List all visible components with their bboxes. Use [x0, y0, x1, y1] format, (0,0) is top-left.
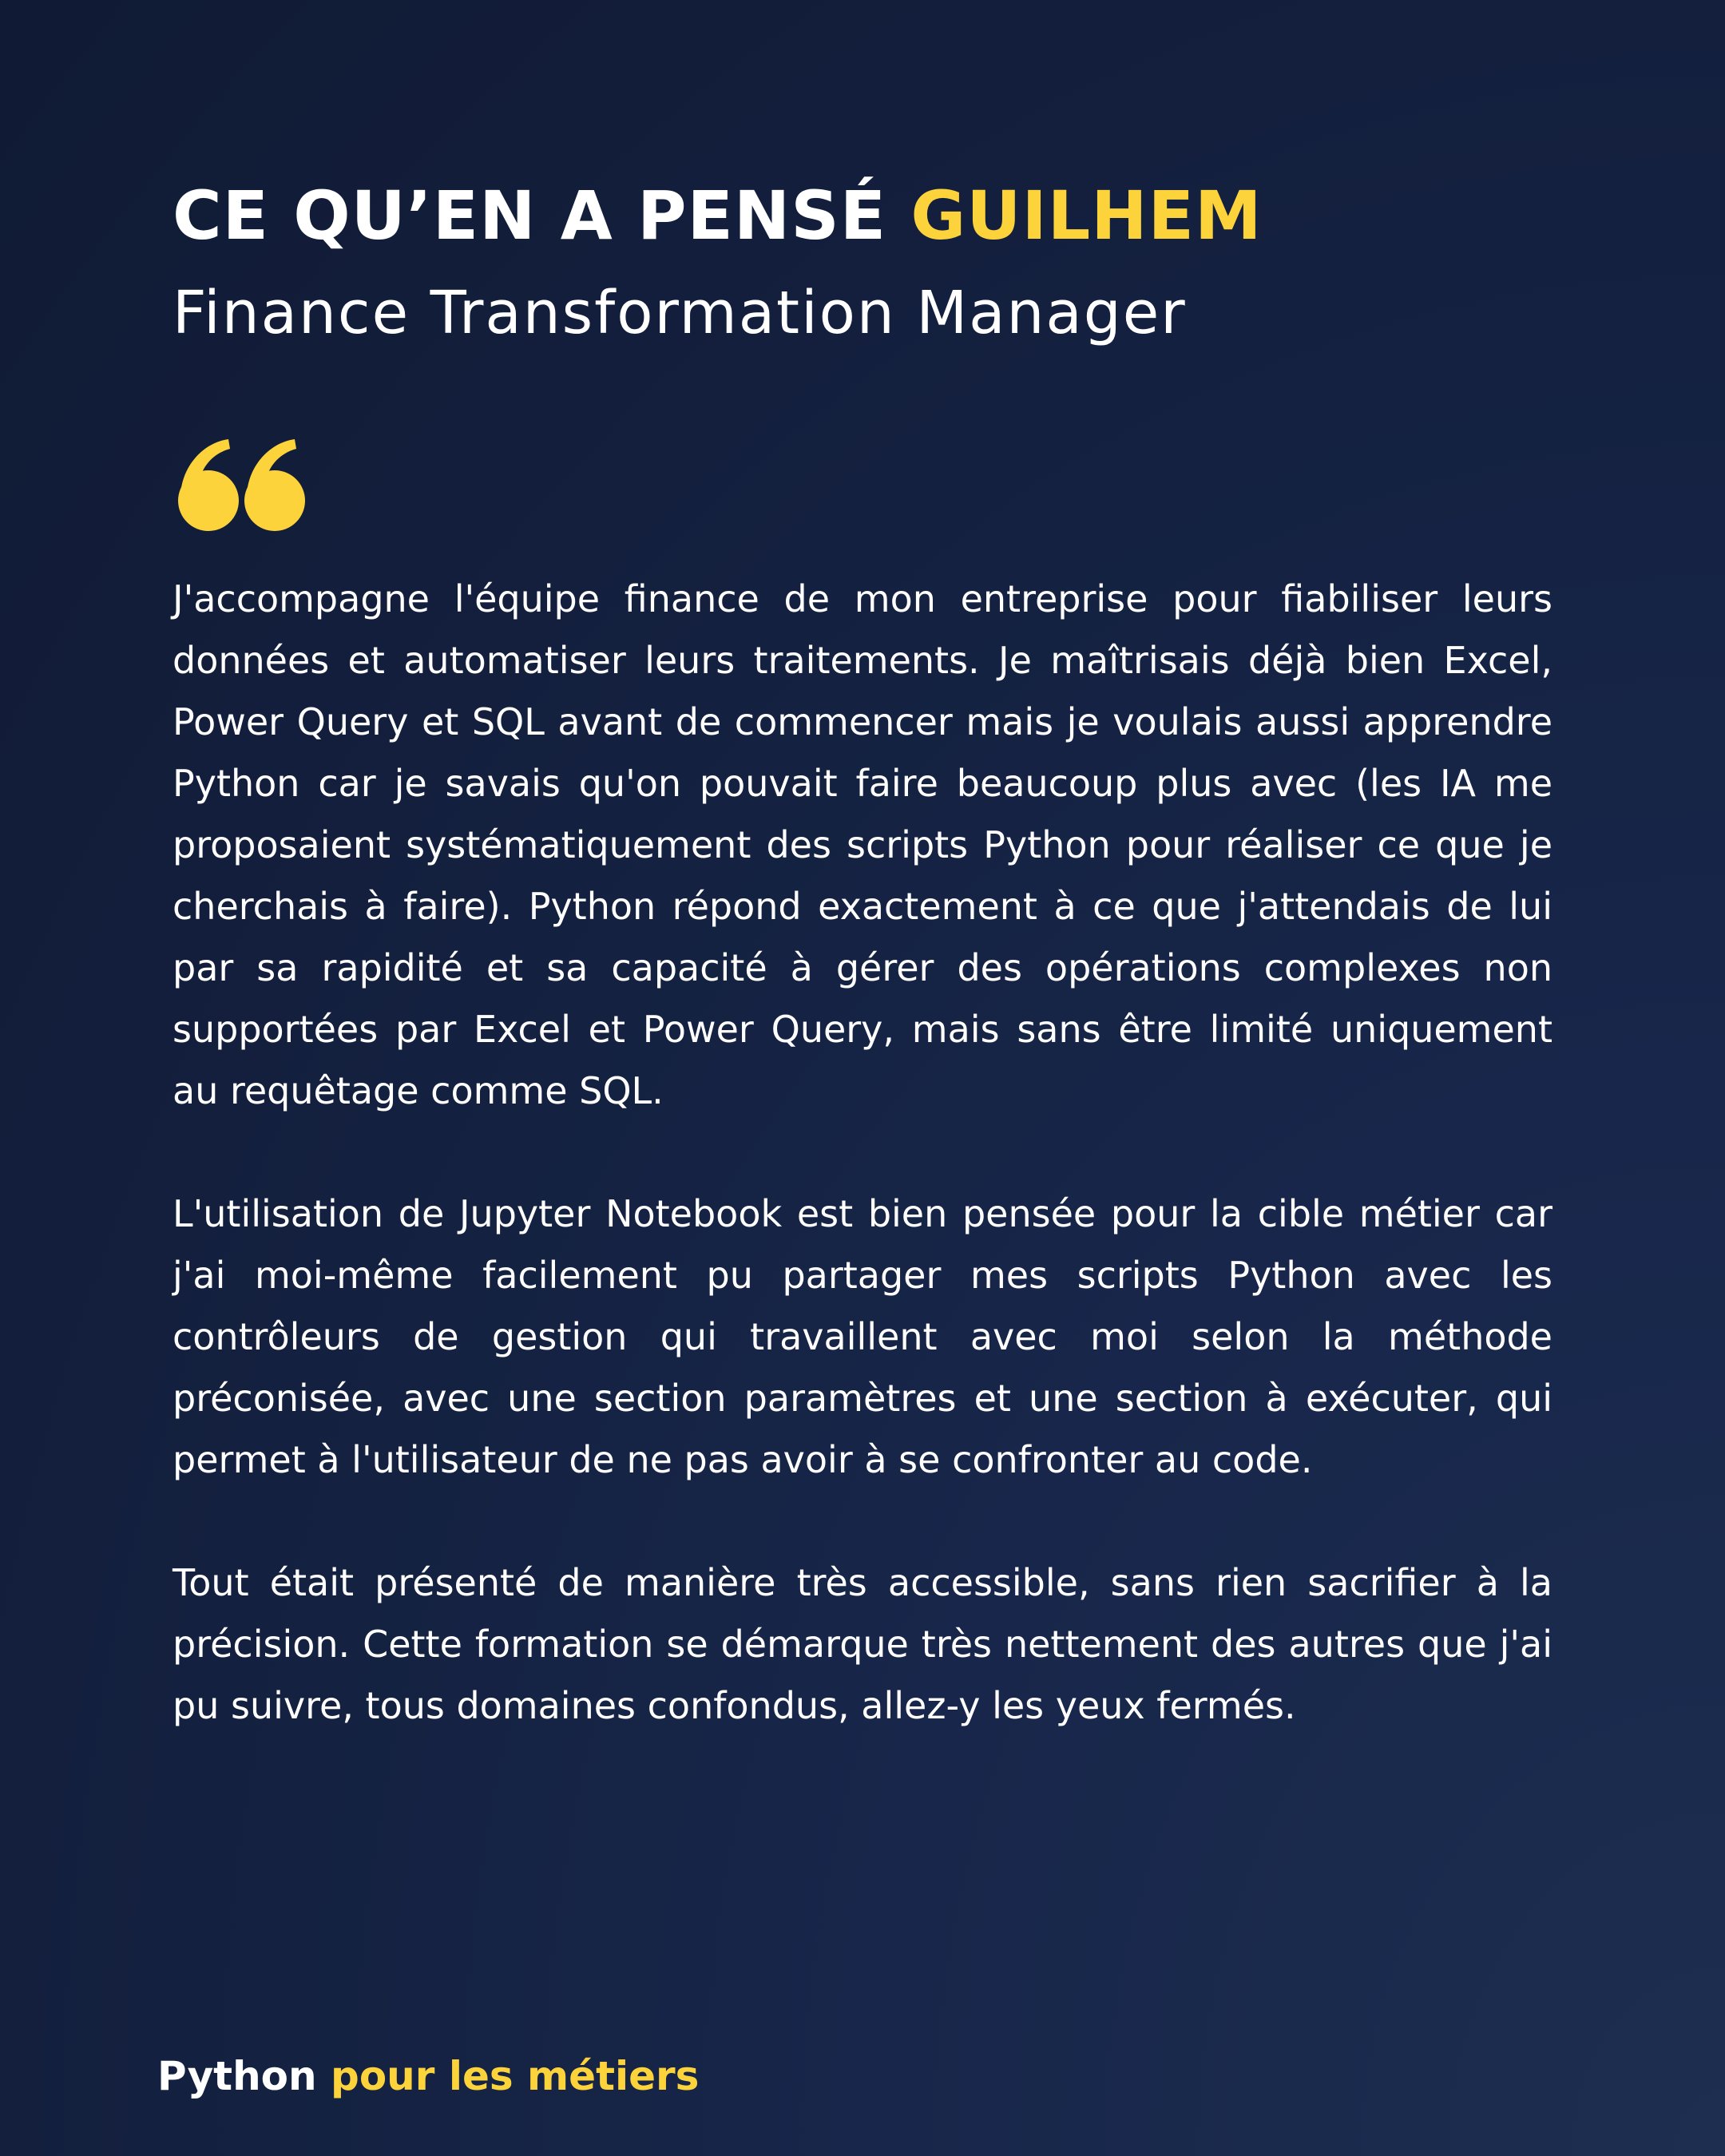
title-name: GUILHEM [910, 176, 1263, 255]
title-prefix: CE QU’EN A PENSÉ [172, 176, 887, 255]
testimonial-paragraph-1: J'accompagne l'équipe finance de mon entreprise pour fiabiliser leurs données et automatiser leurs traitements. Je maîtrisais déjà bien Excel, Power Query et SQL avant de commencer mais je voulais aussi apprendre Python car je savais qu'on pouvait faire beaucoup plus avec (les IA me proposaient systématiquement des scripts Python pour réaliser ce que je cherchais à faire). Python répond exactement à ce que j'attendais de lui par sa rapidité et sa capacité à gérer des opérations complexes non supportées par Excel et Power Query, mais sans être limité uniquement au requêtage comme SQL. [172, 577, 1552, 1112]
testimonial-text [172, 569, 1552, 1737]
job-title: Finance Transformation Manager [172, 279, 1187, 347]
quote-open-icon [172, 433, 308, 537]
testimonial-paragraph-3: Tout était présenté de manière très accessible, sans rien sacrifier à la précision. Cette formation se démarque très nettement des autres que j'ai pu suivre, tous domaines confondus, allez-y les yeux fermés. [172, 1561, 1552, 1727]
brand-primary: Python [157, 2053, 317, 2099]
page-title [172, 168, 1552, 264]
testimonial-card [172, 168, 1552, 1798]
brand-logo [157, 2048, 699, 2104]
brand-secondary: pour les métiers [331, 2053, 700, 2099]
testimonial-paragraph-2: L'utilisation de Jupyter Notebook est bien pensée pour la cible métier car j'ai moi-même facilement pu partager mes scripts Python avec les contrôleurs de gestion qui travaillent avec moi selon la méthode préconisée, avec une section paramètres et une section à exécuter, qui permet à l'utilisateur de ne pas avoir à se confronter au code. [172, 1192, 1552, 1481]
